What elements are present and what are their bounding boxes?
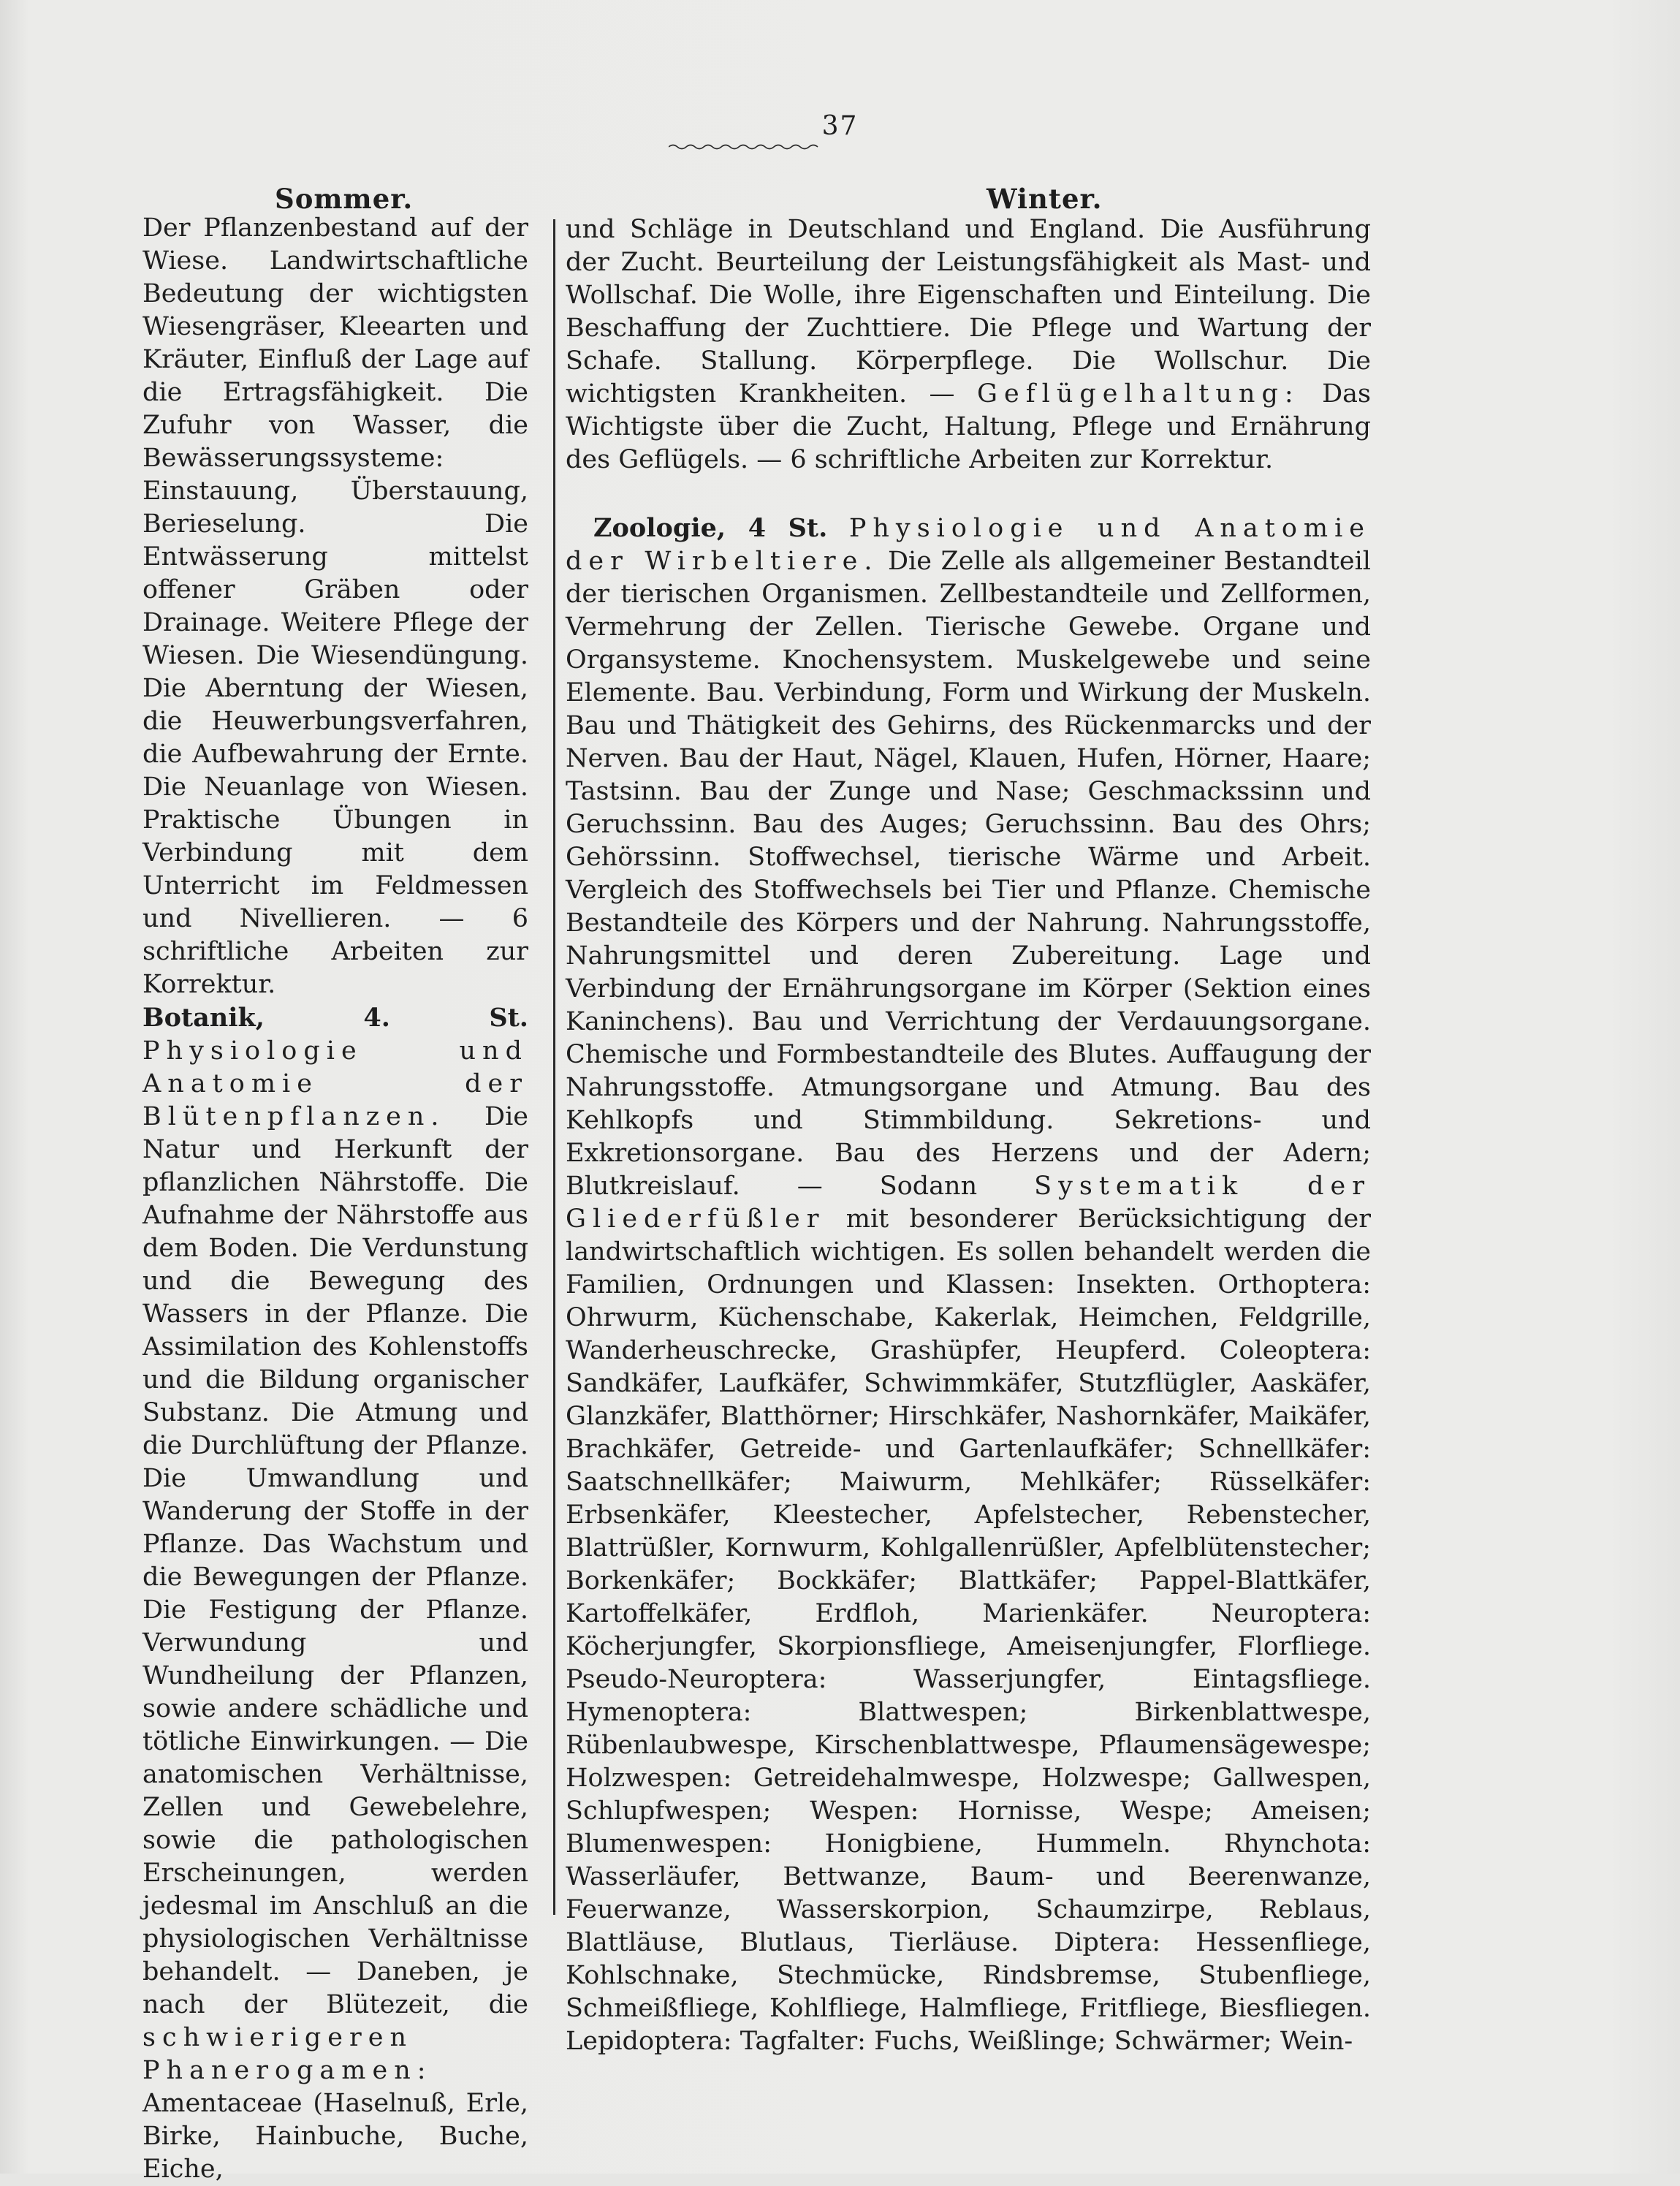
spaced-topic: Systematik der Gliederfüßler [566,1172,1371,1234]
text-run: mit besonderer Berücksichtigung der landwirtschaftlich wichtigen. Es sollen behandelt werden die Familien, Ordnungen und Klassen: Insekten. Orthoptera: Ohrwurm, Küchenschabe, Kakerlak, Heimchen, Feldgrille, Wanderheuschrecke, Grashüpfer, Heupferd. Coleoptera: Sandkäfer, Laufkäfer, Schwimmkäfer, Stutzflügler, Aaskäfer, Glanzkäfer, Blatthörner; Hirschkäfer, Nashornkäfer, Maikäfer, Brachkäfer, Getreide- und Gartenlaufkäfer; Schnellkäfer: Saatschnellkäfer; Maiwurm, Mehlkäfer; Rüsselkäfer: Erbsenkäfer, Kleestecher, Apfelstecher, Rebenstecher, Blattrüßler, Kornwurm, Kohlgallenrüßler, Apfelblütenstecher; Borkenkäfer; Bockkäfer; Blattkäfer; Pappel-Blattkäfer, Kartoffelkäfer, Erdfloh, Marienkäfer. Neuroptera: Köcherjungfer, Skorpionsfliege, Ameisenjungfer, Florfliege. Pseudo-Neuroptera: Wasserjungfer, Eintagsfliege. Hymenoptera: Blattwespen; Birkenblattwespe, Rübenlaubwespe, Kirschenblattwespe, Pflaumensägewespe; Holzwespen: Getreidehalmwespe, Holzwespe; Gallwespen, Schlupfwespen; Wespen: Hornisse, Wespe; Ameisen; Blumenwespen: Honigbiene, Hummeln. Rhynchota: Wasserläufer, Bettwanze, Baum- und Beerenwanze, Feuerwanze, Wasserskorpion, Schaumzirpe, Reblaus, Blattläuse, Blutlaus, Tierläuse. Diptera: Hessenfliege, Kohlschnake, Stechmücke, Rindsbremse, Stubenfliege, Schmeißfliege, Kohlfliege, Halmfliege, Fritfliege, Biesfliegen. Lepidoptera: Tagfalter: Fuchs, Weißlinge; Schwärmer; Wein- [566,1204,1371,2056]
left-column-heading: Sommer. [275,183,414,215]
right-column-heading: Winter. [987,183,1103,215]
right-column-text [566,213,1371,2058]
spaced-topic: Physiologie und Anatomie der Blütenpflanzen. [142,1036,528,1131]
spaced-topic: Geflügelhaltung: [977,379,1300,409]
text-run: Das Wichtigste über die Zucht, Haltung, Pflege und Ernährung des Geflügels. — 6 schriftliche Arbeiten zur Korrektur. [566,379,1371,474]
text-run: Die Natur und Herkunft der pflanzlichen Nährstoffe. Die Aufnahme der Nährstoffe aus dem Boden. Die Verdunstung und die Bewegung des Wassers in der Pflanze. Die Assimilation des Kohlenstoffs und die Bildung organischer Substanz. Die Atmung und die Durchlüftung der Pflanze. Die Umwandlung und Wanderung der Stoffe in der Pflanze. Das Wachstum und die Bewegungen der Pflanze. Die Festigung der Pflanze. Verwundung und Wundheilung der Pflanzen, sowie andere schädliche und tötliche Einwirkungen. — Die anatomischen Verhältnisse, Zellen und Gewebelehre, sowie die pathologischen Erscheinungen, werden jedesmal im Anschluß an die physiologischen Verhältnisse behandelt. — Daneben, je nach der Blütezeit, die [142,1102,528,2019]
page-number-ornament-rule [669,143,822,151]
text-run: Der Pflanzenbestand auf der Wiese. Landwirtschaftliche Bedeutung der wichtigsten Wiesengräser, Kleearten und Kräuter, Einfluß der Lage auf die Ertragsfähigkeit. Die Zufuhr von Wasser, die Bewässerungssysteme: Einstauung, Überstauung, Berieselung. Die Entwässerung mittelst offener Gräben oder Drainage. Weitere Pflege der Wiesen. Die Wiesendüngung. Die Aberntung der Wiesen, die Heuwerbungsverfahren, die Aufbewahrung der Ernte. Die Neuanlage von Wiesen. Praktische Übungen in Verbindung mit dem Unterricht im Feldmessen und Nivellieren. — 6 schriftliche Arbeiten zur Korrektur. [142,213,528,999]
paragraph-zoologie [566,512,1371,2058]
text-run: und Schläge in Deutschland und England. Die Ausführung der Zucht. Beurteilung der Leistungsfähigkeit als Mast- und Wollschaf. Die Wolle, ihre Eigenschaften und Einteilung. Die Beschaffung der Zuchttiere. Die Pflege und Wartung der Schafe. Stallung. Körperpflege. Die Wollschur. Die wichtigsten Krankheiten. — [566,215,1371,409]
paragraph-botanik [142,1001,528,2186]
left-column-text [142,212,528,2186]
text-run [827,514,849,543]
subject-label-botanik: Botanik, 4. St. [142,1003,528,1033]
page-number: 37 [821,111,859,141]
paragraph-wiesen [142,212,528,1001]
text-run: Die Zelle als allgemeiner Bestandteil der tierischen Organismen. Zellbestandteile und Zellformen, Vermehrung der Zellen. Tierische Gewebe. Organe und Organsysteme. Knochensystem. Muskelgewebe und seine Elemente. Bau. Verbindung, Form und Wirkung der Muskeln. Bau und Thätigkeit des Gehirns, des Rückenmarcks und der Nerven. Bau der Haut, Nägel, Klauen, Hufen, Hörner, Haare; Tastsinn. Bau der Zunge und Nase; Geschmackssinn und Geruchssinn. Bau des Auges; Geruchssinn. Bau des Ohrs; Gehörssinn. Stoffwechsel, tierische Wärme und Arbeit. Vergleich des Stoffwechsels bei Tier und Pflanze. Chemische Bestandteile des Körpers und der Nahrung. Nahrungsstoffe, Nahrungsmittel und deren Zubereitung. Lage und Verbindung der Ernährungsorgane im Körper (Sektion eines Kaninchens). Bau und Verrichtung der Verdauungsorgane. Chemische und Formbestandteile des Blutes. Auffaugung der Nahrungsstoffe. Atmungsorgane und Atmung. Bau des Kehlkopfs und Stimmbildung. Sekretions- und Exkretionsorgane. Bau des Herzens und der Adern; Blutkreislauf. — Sodann [566,547,1371,1201]
paragraph-schafzucht [566,213,1371,477]
spaced-topic: schwierigeren Phanerogamen: [142,2023,433,2085]
column-divider [553,219,555,1915]
spaced-topic: Physiologie und Anatomie der Wirbeltiere. [566,514,1371,576]
text-run: Amentaceae (Haselnuß, Erle, Birke, Hainbuche, Buche, Eiche, [142,2089,528,2184]
subject-label-zoologie: Zoologie, 4 St. [593,513,828,543]
